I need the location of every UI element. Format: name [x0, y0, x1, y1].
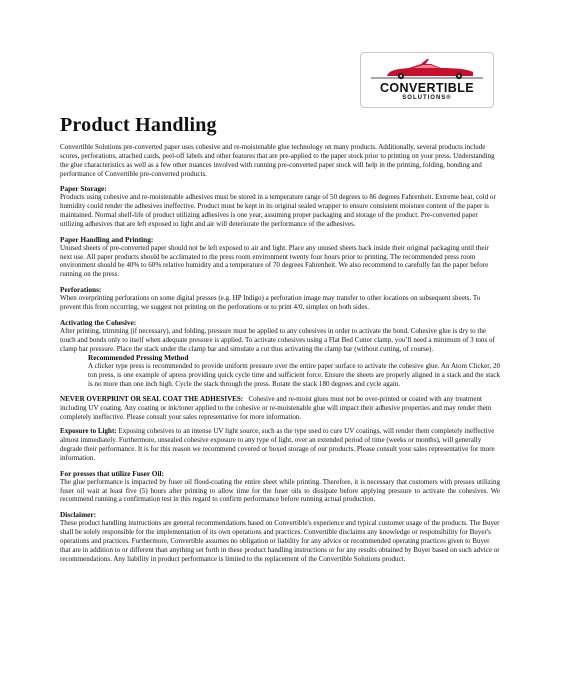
printing-heading: Paper Handling and Printing:: [60, 234, 154, 244]
logo-subtitle: SOLUTIONS®: [402, 95, 452, 101]
cohesive-text: After printing, trimming (if necessary), and folding, pressure must be applied to any cohesives in order to activate the bond. Cohesive glue is dry to the touch and bonds only to itself when adequate pressure is applied. To activate cohesives using a Flat Bed Cutter clamp, you’ll need a minimum of 3 tons of clamp bar pressure. Place the stack under the clamp bar and simulate a cut thus activating the clamp bar (without cutting, of course).: [60, 326, 495, 353]
storage-heading: Paper Storage:: [60, 184, 107, 194]
fuser-section: [60, 469, 500, 505]
disclaimer-section: [60, 510, 500, 563]
convertible-car-icon: [369, 56, 485, 82]
overprint-lead: NEVER OVERPRINT OR SEAL COAT THE ADHESIVES:: [60, 394, 244, 403]
company-logo: [360, 52, 494, 108]
overprint-section: [60, 395, 500, 422]
light-lead: Exposure to Light:: [60, 427, 117, 436]
page-title: Product Handling: [60, 114, 217, 136]
logo-wordmark: CONVERTIBLE: [380, 81, 474, 95]
pressing-method-heading: Recommended Pressing Method: [88, 353, 189, 363]
light-section: [60, 427, 500, 462]
perforations-text: When overprinting perforations on some digital presses (e.g. HP Indigo) a perforation image may transfer to other locations on subsequent sheets. To prevent this from occurring, we suggest not printing on the perforations or to print 4/0, simplex on both sides.: [60, 294, 481, 311]
intro-text: Convertible Solutions pre-converted paper uses cohesive and re-moistenable glue technology on many products. Additionally, several products include scores, perforations, attached cards, peel-off labels and other features that are pre-applied to the paper stock prior to printing on your press. Understanding the glue characteristics as well as a few other nuances involved with running pre-converted paper stock will help in the printing, folding, bonding and performance of Convertible pre-converted products.: [60, 143, 495, 178]
disclaimer-heading: Disclaimer:: [60, 510, 97, 520]
light-text: Exposing cohesives to an intense UV light source, such as the type used to cure UV coatings, will render them completely ineffective almost immediately. Furthermore, unsealed cohesive exposure to any type of light, over an extended period of time (weeks or months), will generally degrade their performance. It is for this reason we recommend covered or boxed storage of our products. Please consult your sales representative for more information.: [60, 427, 495, 462]
fuser-text: The glue performance is impacted by fuser oil flood-coating the entire sheet while printing. Therefore, it is necessary that customers with presses utilizing fuser oil wait at least five (5) hours after printing to allow time for the fuser oils to dissipate before applying pressure to activate the cohesives. We recommend running a confirmation test in this regard to confirm performance before running actual production.: [60, 477, 500, 504]
intro-section: [60, 143, 500, 178]
cohesive-section: [60, 318, 500, 389]
pressing-method-text: A clicker type press is recommended to provide uniform pressure over the entire paper surface to activate the cohesive glue. An Atom Clicker, 20 ton press, is one example of apress providing quick cycle time and sufficient force. Ensure the sheets are properly aligned in a stack and the stack is no more than one inch high. Cycle the stack through the press. Rotate the stack 180 degrees and cycle again.: [88, 362, 500, 389]
light-paragraph: [60, 427, 500, 462]
fuser-heading: For presses that utilize Fuser Oil:: [60, 468, 164, 478]
disclaimer-text: These product handling instructions are general recommendations based on Convertible's experience and typical customer usage of the products. The Buyer shall be solely responsible for the implementation of its own operations and practices. Convertible disclaims any knowledge or responsibility for Buyer's operations and practices. Furthermore, Convertible assumes no obligation or liability for any advice or recommended operating practices given to Buyer that are in addition to or different than anything set forth in these product handling instructions or for any results obtained by Buyer based on such advice or recommendations. Any liability in product performance is limited to the replacement of the Convertible Solutions product.: [60, 519, 500, 563]
cohesive-heading: Activating the Cohesive:: [60, 317, 137, 327]
document-body: [60, 143, 500, 570]
storage-text: Products using cohesive and re-moistenable adhesives must be stored in a temperature range of 50 degrees to 86 degrees Fahrenheit. Extreme heat, cold or humidity could render the adhesives ineffective. Product must be kept in its original sealed wrapper to ensure consistent moisture content of the paper is maintained. Normal shelf-life of product utilizing adhesives is one year, assuming proper packaging and storage of the product. Pre-converted paper utilizing adhesives that are left exposed to light and air will deteriorate the performance of the adhesives.: [60, 193, 496, 228]
printing-text: Unused sheets of pre-converted paper should not be left exposed to air and light. Place any unused sheets back inside their original packaging until their next use. All paper products should be acclimated to the press room environment twenty four hours prior to printing. The recommended press room environment should be 40% to 60% relative humidity and a temperature of 70 degrees Fahrenheit. We also recommend to carefully fan the paper before running on the press.: [60, 243, 489, 279]
storage-section: [60, 184, 500, 228]
perforations-heading: Perforations:: [60, 285, 102, 295]
printing-section: [60, 235, 500, 279]
perforations-section: [60, 285, 500, 312]
overprint-paragraph: [60, 395, 500, 422]
overprint-text: Cohesive and re-moist glues must not be over-printed or coated with any treatment including UV coating. Any coating or ink/toner applied to the cohesive or re-moistenable glue will impact their adhesive properties and may render them completely ineffective. Please consult your sales representative for more information.: [60, 394, 492, 421]
